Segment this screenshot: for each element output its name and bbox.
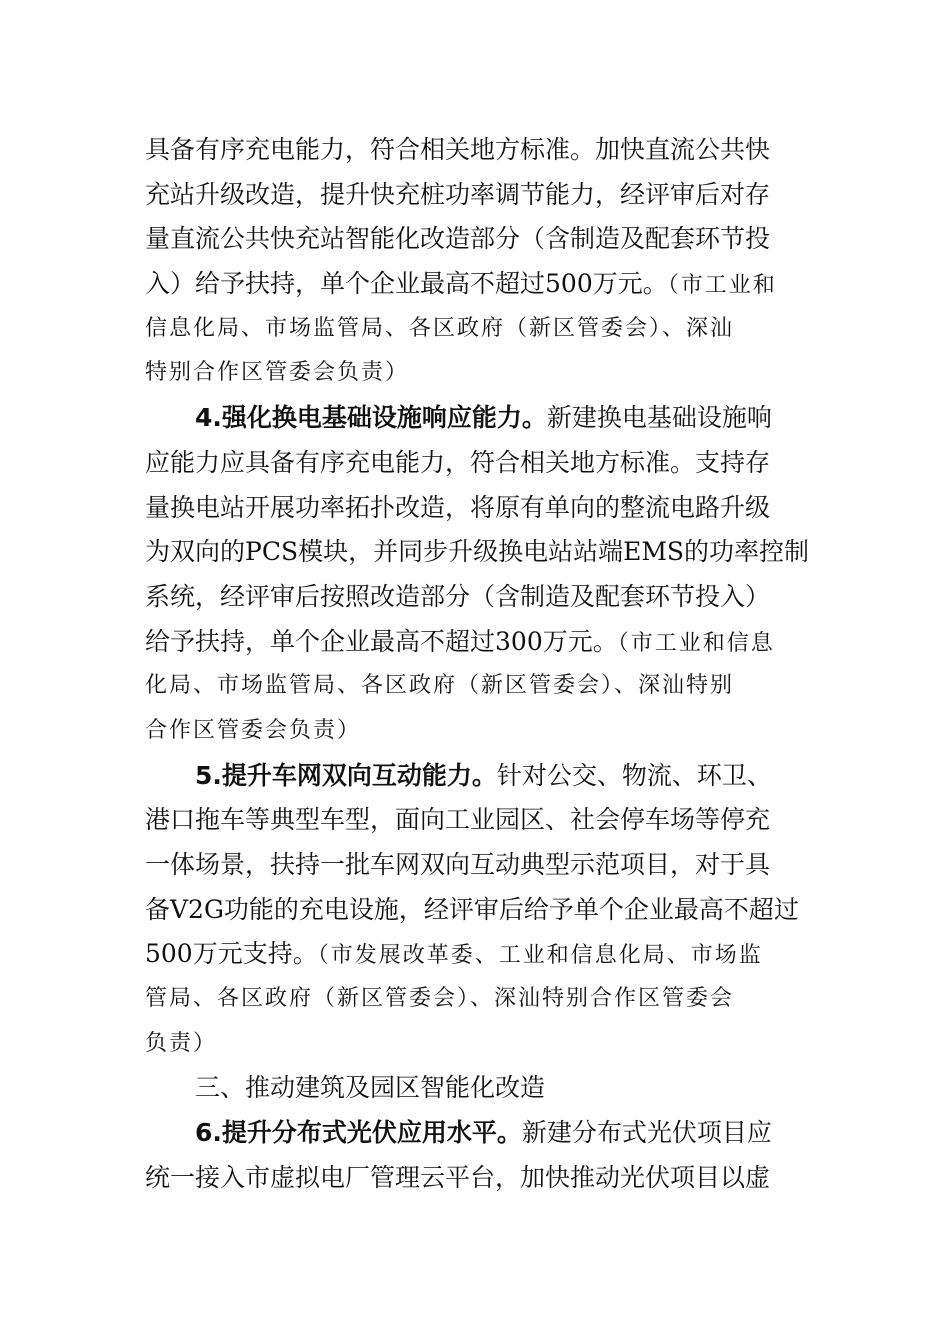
item-5-heading: 5.提升车网双向互动能力。 <box>195 760 497 790</box>
text-line: 为双向的PCS模块，并同步升级换电站站端EMS的功率控制 <box>145 537 810 567</box>
text-line: 应能力应具备有序充电能力，符合相关地方标准。支持存 <box>145 447 771 477</box>
text-line: 量直流公共快充站智能化改造部分（含制造及配套环节投 <box>145 224 771 254</box>
responsibility-note: （市工业和信息 <box>617 630 775 656</box>
text-segment: 入）给予扶持，单个企业最高不超过500万元。 <box>145 269 668 299</box>
text-line: 统一接入市虚拟电厂管理云平台，加快推动光伏项目以虚 <box>145 1162 771 1192</box>
responsibility-note: （市发展改革委、工业和信息化局、市场监 <box>317 943 763 969</box>
section-3-heading: 三、推动建筑及园区智能化改造 <box>195 1073 546 1103</box>
responsibility-note: 信息化局、市场监管局、各区政府（新区管委会）、深汕 <box>145 315 735 341</box>
document-page <box>145 128 810 1201</box>
responsibility-note: 特别合作区管委会负责） <box>145 360 410 386</box>
item-4-paragraph-start <box>145 396 810 441</box>
text-segment: 500万元支持。 <box>145 939 318 969</box>
text-line: 具备有序充电能力，符合相关地方标准。加快直流公共快 <box>145 135 771 164</box>
text-segment: 新建分布式光伏项目应 <box>521 1118 772 1148</box>
text-line: 一体场景，扶持一批车网双向互动典型示范项目，对于具 <box>145 850 771 879</box>
text-line: 港口拖车等典型车型，面向工业园区、社会停车场等停充 <box>145 805 771 835</box>
text-segment: 给予扶持，单个企业最高不超过300万元。 <box>145 626 618 656</box>
responsibility-note: 负责） <box>145 1030 218 1056</box>
responsibility-note: 管局、各区政府（新区管委会）、深汕特别合作区管委会 <box>145 986 735 1012</box>
responsibility-note: 化局、市场监管局、各区政府（新区管委会）、深汕特别 <box>145 673 735 699</box>
item-5-paragraph-start <box>145 754 810 799</box>
text-line: 量换电站开展功率拓扑改造，将原有单向的整流电路升级 <box>145 492 771 522</box>
text-line: 充站升级改造，提升快充桩功率调节能力，经评审后对存 <box>145 179 771 209</box>
text-line: 系统，经评审后按照改造部分（含制造及配套环节投入） <box>145 581 771 611</box>
text-line <box>145 620 810 665</box>
text-line <box>145 932 810 977</box>
text-segment: 新建换电基础设施响 <box>546 403 772 433</box>
text-line: 备V2G功能的充电设施，经评审后给予单个企业最高不超过 <box>145 894 799 924</box>
text-segment: 针对公交、物流、环卫、 <box>496 760 772 790</box>
responsibility-note: 合作区管委会负责） <box>145 717 362 743</box>
item-6-paragraph-start <box>145 1111 810 1156</box>
responsibility-note: （市工业和 <box>667 273 777 299</box>
item-4-heading: 4.强化换电基础设施响应能力。 <box>195 403 547 433</box>
item-6-heading: 6.提升分布式光伏应用水平。 <box>195 1118 522 1148</box>
text-line <box>145 262 810 307</box>
